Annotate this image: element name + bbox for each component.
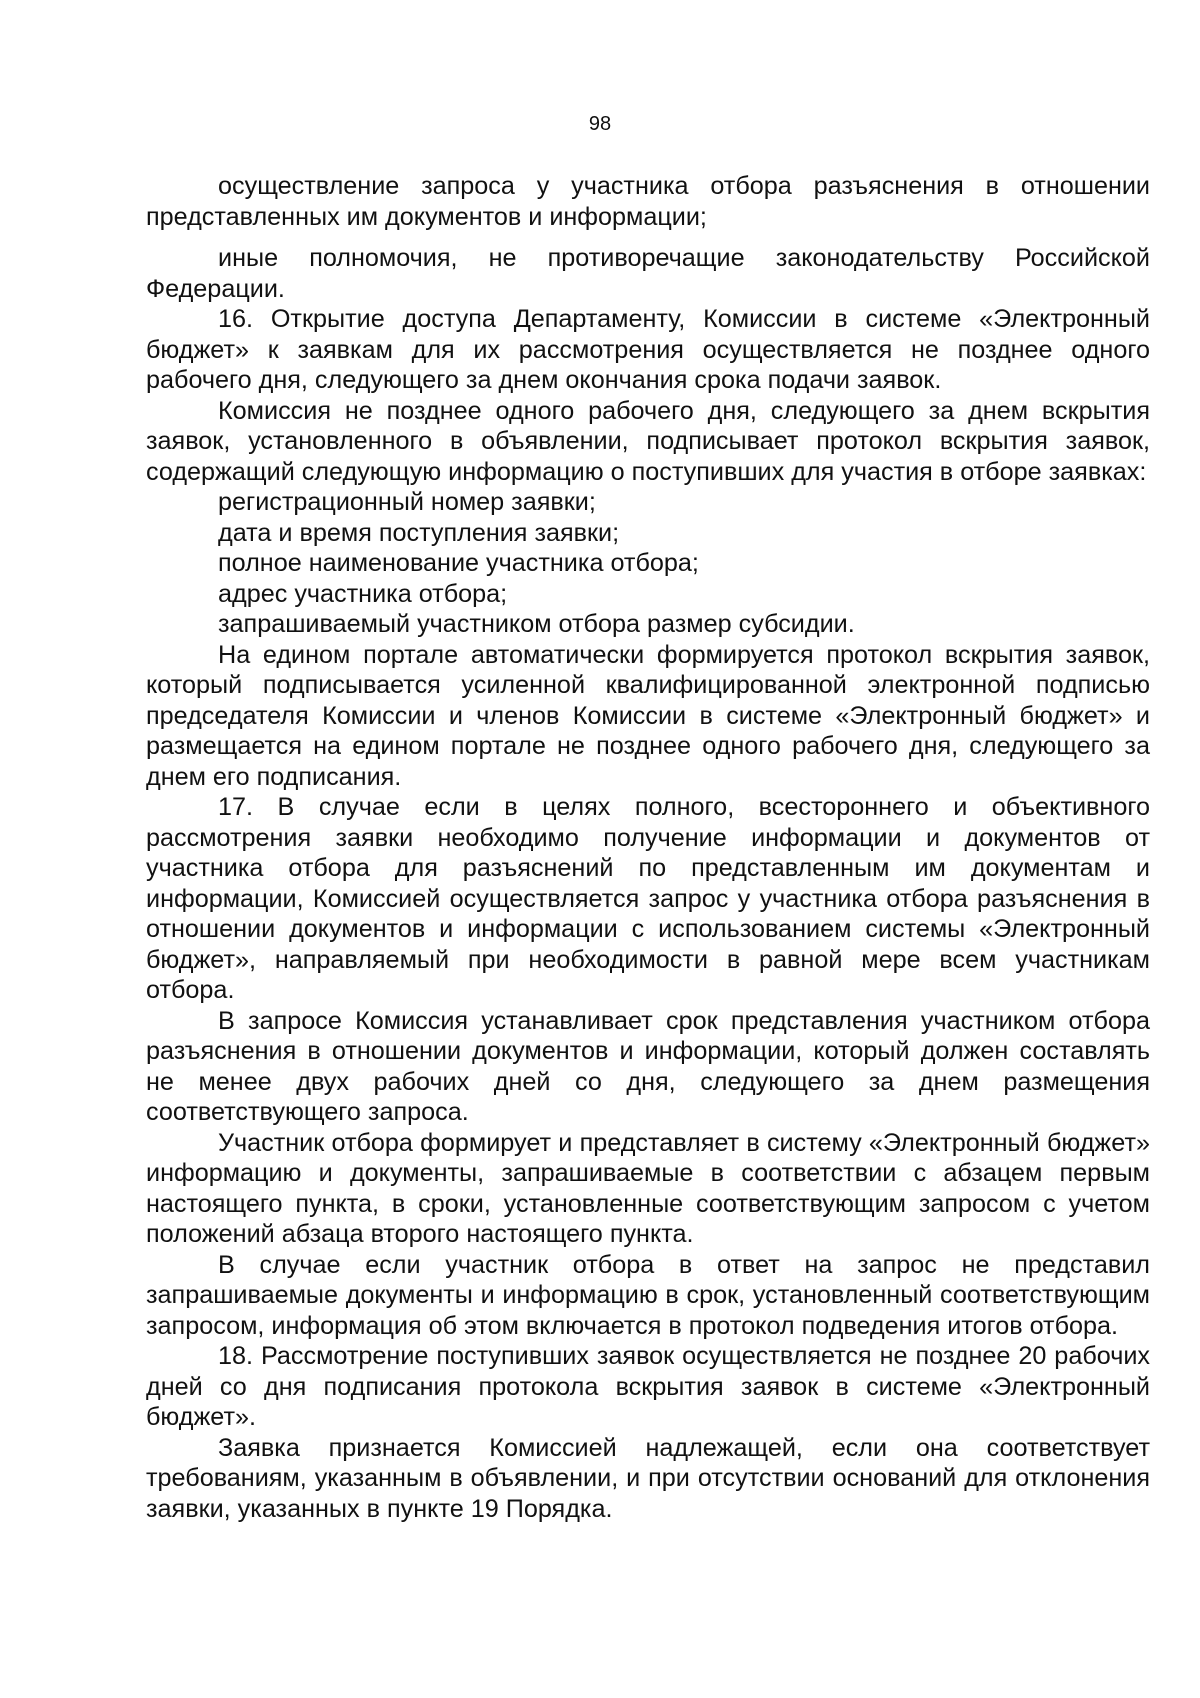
paragraph-item-16: 16. Открытие доступа Департаменту, Комиссии в системе «Электронный бюджет» к заявкам для их рассмотрения осуществляется не позднее одного рабочего дня, следующего за днем окончания срока подачи заявок.	[146, 305, 1150, 394]
paragraph-commission-protocol: Комиссия не позднее одного рабочего дня, следующего за днем вскрытия заявок, установленного в объявлении, подписывает протокол вскрытия заявок, содержащий следующую информацию о поступивших для участия в отборе заявках:	[146, 396, 1150, 486]
list-item-full-name: полное наименование участника отбора;	[218, 549, 699, 577]
paragraph-request-clarification: осуществление запроса у участника отбора разъяснения в отношении представленных им документов и информации;	[146, 172, 1150, 231]
paragraph-unified-portal: На едином портале автоматически формируется протокол вскрытия заявок, который подписывается усиленной квалифицированной электронной подписью председателя Комиссии и членов Комиссии в системе «Электронный бюджет» и размещается на едином портале не позднее одного рабочего дня, следующего за днем его подписания.	[146, 640, 1150, 791]
paragraph-other-powers: иные полномочия, не противоречащие законодательству Российской Федерации.	[146, 244, 1150, 303]
list-item-registration-number: регистрационный номер заявки;	[218, 488, 596, 516]
paragraph-request-deadline: В запросе Комиссия устанавливает срок представления участником отбора разъяснения в отношении документов и информации, который должен составлять не менее двух рабочих дней со дня, следующего за днем размещения соответствующего запроса.	[146, 1006, 1150, 1126]
list-item-subsidy-amount: запрашиваемый участником отбора размер субсидии.	[218, 610, 855, 638]
list-item-address: адрес участника отбора;	[218, 579, 508, 608]
paragraph-no-response: В случае если участник отбора в ответ на запрос не представил запрашиваемые документы и информацию в срок, установленный соответствующим запросом, информация об этом включается в протокол подведения итогов отбора.	[146, 1250, 1150, 1340]
list-item-date-time: дата и время поступления заявки;	[218, 518, 620, 547]
paragraph-participant-submits: Участник отбора формирует и представляет в систему «Электронный бюджет» информацию и документы, запрашиваемые в соответствии с абзацем первым настоящего пункта, в сроки, установленные соответствующим запросом с учетом положений абзаца второго настоящего пункта.	[146, 1128, 1150, 1248]
page-number: 98	[588, 113, 612, 135]
paragraph-item-18: 18. Рассмотрение поступивших заявок осуществляется не позднее 20 рабочих дней со дня подписания протокола вскрытия заявок в системе «Электронный бюджет».	[146, 1342, 1150, 1431]
paragraph-item-17: 17. В случае если в целях полного, всестороннего и объективного рассмотрения заявки необходимо получение информации и документов от участника отбора для разъяснений по представленным им документам и информации, Комиссией осуществляется запрос у участника отбора разъяснения в отношении документов и информации с использованием системы «Электронный бюджет», направляемый при необходимости в равной мере всем участникам отбора.	[146, 793, 1150, 1004]
document-body	[146, 171, 1150, 1524]
paragraph-application-proper: Заявка признается Комиссией надлежащей, если она соответствует требованиям, указанным в объявлении, и при отсутствии оснований для отклонения заявки, указанных в пункте 19 Порядка.	[146, 1433, 1150, 1523]
